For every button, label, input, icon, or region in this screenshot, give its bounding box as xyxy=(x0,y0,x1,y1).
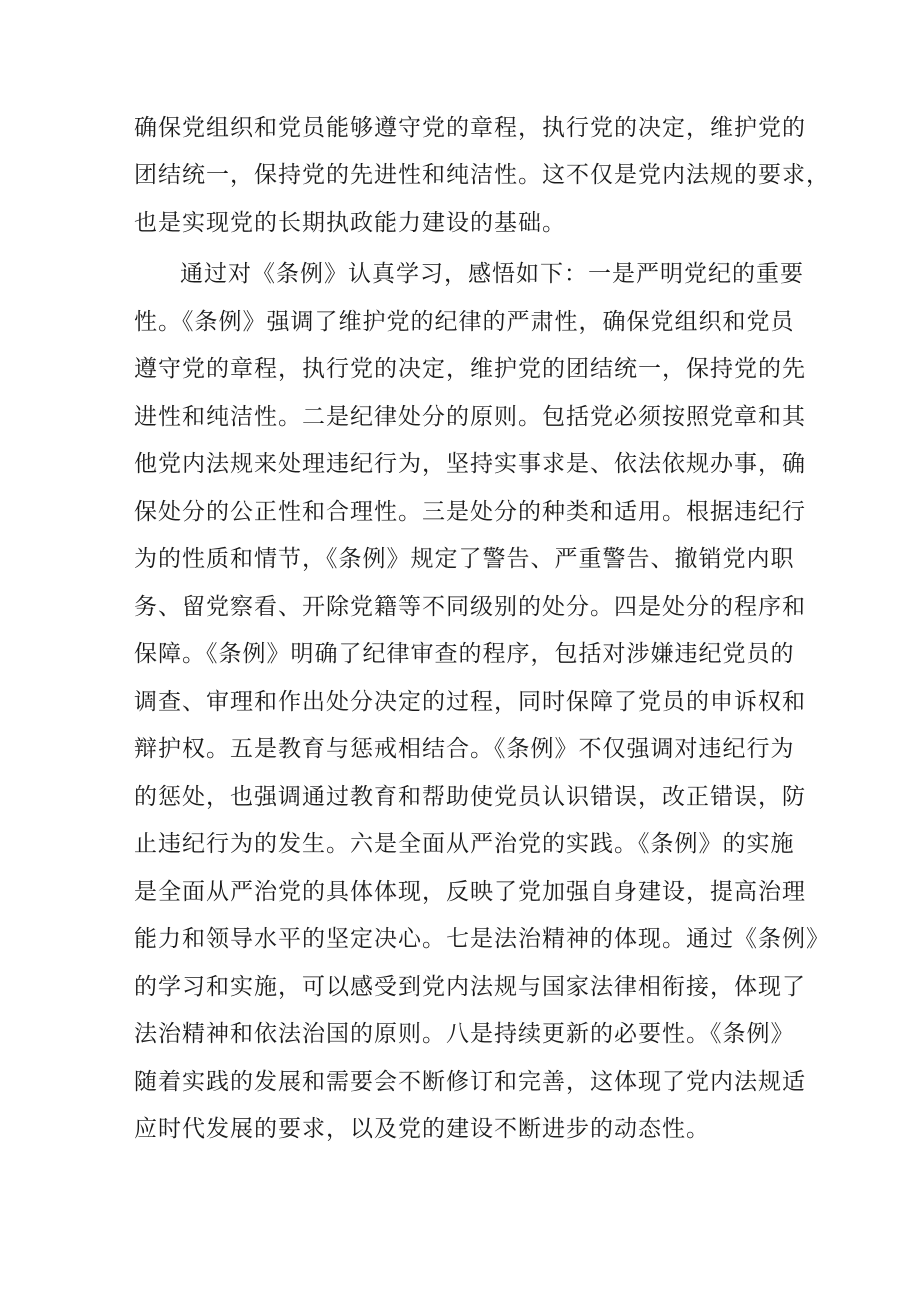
paragraph-2-line-2: 性。《条例》强调了维护党的纪律的严肃性，确保党组织和党员 xyxy=(134,309,795,335)
paragraph-2-line-10: 调查、审理和作出处分决定的过程，同时保障了党员的申诉权和 xyxy=(134,689,806,715)
paragraph-2-line-19: 应时代发展的要求，以及党的建设不断进步的动态性。 xyxy=(134,1116,710,1142)
paragraph-2-line-14: 是全面从严治党的具体体现，反映了党加强自身建设，提高治理 xyxy=(134,879,806,905)
paragraph-2-line-11: 辩护权。五是教育与惩戒相结合。《条例》不仅强调对违纪行为 xyxy=(134,736,795,762)
paragraph-2-line-3: 遵守党的章程，执行党的决定，维护党的团结统一，保持党的先 xyxy=(134,356,806,382)
paragraph-2-line-16: 的学习和实施，可以感受到党内法规与国家法律相衔接，体现了 xyxy=(134,974,806,1000)
paragraph-2-line-5: 他党内法规来处理违纪行为，坚持实事求是、依法依规办事，确 xyxy=(134,451,806,477)
paragraph-2-line-18: 随着实践的发展和需要会不断修订和完善，这体现了党内法规适 xyxy=(134,1069,806,1095)
paragraph-1-line-3: 也是实现党的长期执政能力建设的基础。 xyxy=(134,210,566,236)
paragraph-2-line-15: 能力和领导水平的坚定决心。七是法治精神的体现。通过《条例》 xyxy=(134,926,830,952)
paragraph-2-line-6: 保处分的公正性和合理性。三是处分的种类和适用。根据违纪行 xyxy=(134,499,806,525)
paragraph-2-line-8: 务、留党察看、开除党籍等不同级别的处分。四是处分的程序和 xyxy=(134,594,806,620)
paragraph-1-line-1: 确保党组织和党员能够遵守党的章程，执行党的决定，维护党的 xyxy=(134,115,806,141)
paragraph-2-line-12: 的惩处，也强调通过教育和帮助使党员认识错误，改正错误，防 xyxy=(134,784,806,810)
paragraph-1-line-2: 团结统一，保持党的先进性和纯洁性。这不仅是党内法规的要求， xyxy=(134,162,830,188)
paragraph-2-line-9: 保障。《条例》明确了纪律审查的程序，包括对涉嫌违纪党员的 xyxy=(134,641,795,667)
paragraph-2-line-4: 进性和纯洁性。二是纪律处分的原则。包括党必须按照党章和其 xyxy=(134,404,806,430)
paragraph-2-line-17: 法治精神和依法治国的原则。八是持续更新的必要性。《条例》 xyxy=(134,1021,795,1047)
paragraph-2-line-7: 为的性质和情节，《条例》规定了警告、严重警告、撤销党内职 xyxy=(134,546,795,572)
paragraph-2-line-1: 通过对《条例》认真学习，感悟如下：一是严明党纪的重要 xyxy=(180,261,804,287)
paragraph-2-line-13: 止违纪行为的发生。六是全面从严治党的实践。《条例》的实施 xyxy=(134,831,795,857)
